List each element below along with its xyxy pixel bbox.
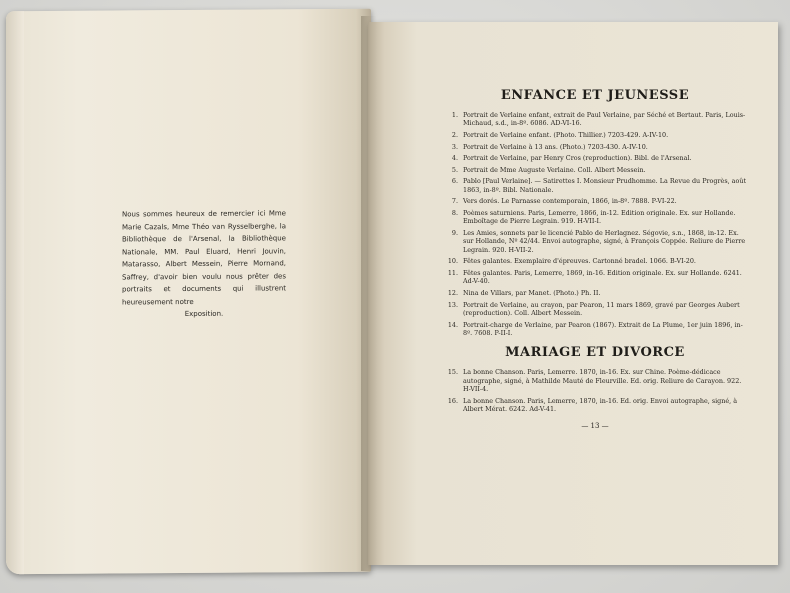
entry-number: 2. — [451, 131, 458, 139]
catalogue-entry — [442, 229, 748, 254]
acknowledgements-text — [122, 207, 286, 321]
entry-number: 1. — [451, 111, 458, 119]
catalogue-entry — [442, 301, 748, 318]
entry-number: 16. — [447, 396, 458, 405]
right-page — [368, 22, 778, 565]
section-title-enfance: ENFANCE ET JEUNESSE — [500, 88, 690, 103]
entry-text: Fêtes galantes. Exemplaire d'épreuves. Cartonné bradel. 1066. B-VI-20. — [463, 257, 696, 266]
entry-number: 3. — [451, 142, 458, 151]
entry-text: Les Amies, sonnets par le licencié Pablo de Herlagnez. Ségovie, s.n., 1868, in-12. Ex. sur Hollande, Nº 42/44. Envoi autographe, signé, à François Coppée. Reliure de Pierre Legrain. 920. H-VII-2. — [463, 228, 746, 254]
entry-number: 13. — [447, 300, 458, 309]
entry-number: 9. — [451, 228, 458, 237]
entry-number: 8. — [451, 208, 458, 217]
entry-text: Portrait de Verlaine à 13 ans. (Photo.) 7203-430. A-IV-10. — [463, 142, 648, 151]
entry-number: 6. — [451, 177, 458, 186]
section-entries-mariage — [442, 368, 748, 413]
thanks-line: voulu nous prêter des portraits et documents qui illustrent heureusement notre — [122, 271, 286, 306]
catalogue-entry — [442, 143, 748, 151]
catalogue-entry — [442, 131, 748, 139]
catalogue-entry — [442, 166, 748, 174]
entry-text: La bonne Chanson. Paris, Lemerre, 1870, in-16. Ed. orig. Envoi autographe, signé, à Albert Mérat. 6242. Ad-V-41. — [463, 396, 737, 414]
section-entries-enfance — [442, 111, 748, 337]
entry-text: Poèmes saturniens. Paris, Lemerre, 1866, in-12. Edition originale. Ex. sur Hollande. Emboîtage de Pierre Legrain. 919. H-VII-I. — [463, 208, 736, 226]
book-gutter — [361, 16, 377, 571]
entry-text: Nina de Villars, par Manet. (Photo.) Ph. II. — [463, 288, 601, 297]
catalogue-entry — [442, 368, 748, 393]
entry-number: 15. — [447, 368, 458, 377]
entry-number: 7. — [451, 197, 458, 206]
entry-text: Pablo [Paul Verlaine]. — Satirettes I. Monsieur Prudhomme. La Revue du Progrès, août 1863, in-8º. Bibl. Nationale. — [463, 177, 747, 194]
catalogue-entry — [442, 321, 748, 338]
entry-number: 4. — [451, 154, 458, 163]
thanks-line: Henri Jouvin, Matarasso, Albert Messein, — [122, 246, 286, 269]
thanks-line: Mme Marie Cazals, Mme Théo van Rysselberghe, la Bibliothèque de l'Arsenal, la — [122, 209, 286, 244]
entry-text: Portrait de Verlaine enfant. (Photo. Thillier.) 7203-429. A-IV-10. — [463, 131, 669, 139]
entry-text: Portrait-charge de Verlaine, par Pearon (1867). Extrait de La Plume, 1er juin 1896, in-8º. 7608. P-II-I. — [463, 320, 743, 337]
section-title-mariage: MARIAGE ET DIVORCE — [505, 345, 685, 361]
catalogue-entry — [442, 177, 748, 194]
entry-number: 10. — [447, 257, 458, 266]
entry-number: 14. — [447, 320, 458, 329]
entry-number: 11. — [447, 268, 458, 277]
catalogue-entry — [442, 209, 748, 226]
catalogue-entry — [442, 154, 748, 162]
page-number: — 13 — — [581, 421, 609, 430]
catalogue-entry — [442, 289, 748, 297]
page-fold-edge — [6, 11, 24, 574]
entry-text: Portrait de Verlaine, par Henry Cros (reproduction). Bibl. de l'Arsenal. — [463, 154, 692, 163]
entry-text: Portrait de Mme Auguste Verlaine. Coll. Albert Messein. — [463, 165, 646, 174]
entry-text: Vers dorés. Le Parnasse contemporain, 1866, in-8º. 7888. P-VI-22. — [463, 197, 677, 206]
catalogue-listing — [442, 88, 748, 430]
catalogue-entry — [442, 269, 748, 286]
catalogue-entry — [442, 197, 748, 205]
entry-text: Portrait de Verlaine, au crayon, par Pearon, 11 mars 1869, gravé par Georges Aubert (reproduction). Coll. Albert Messein. — [463, 300, 740, 317]
entry-text: Portrait de Verlaine enfant, extrait de Paul Verlaine, par Séché et Bertaut. Paris, Louis-Michaud, s.d., in-8º. 6086. AD-VI-16. — [463, 111, 746, 128]
entry-number: 12. — [447, 288, 458, 297]
thanks-line: Exposition. — [184, 309, 224, 319]
thanks-line: Nous sommes heureux de remercier ici — [122, 209, 269, 219]
entry-number: 5. — [451, 165, 458, 174]
entry-text: Fêtes galantes. Paris, Lemerre, 1869, in-16. Edition originale. Ex. sur Hollande. 6241. Ad-V-40. — [463, 268, 742, 286]
open-catalogue — [6, 10, 784, 575]
thanks-line: Bibliothèque Nationale, MM. Paul Eluard, — [122, 234, 286, 256]
entry-text: La bonne Chanson. Paris, Lemerre. 1870, in-16. Ex. sur Chine. Poème-dédicace autographe, signé, à Mathilde Mauté de Fleurville. Ed. orig. Reliure de Carayon. 922. H-VII-4. — [463, 368, 742, 394]
catalogue-entry — [442, 111, 748, 128]
left-page — [6, 9, 371, 575]
catalogue-entry — [442, 397, 748, 414]
catalogue-entry — [442, 257, 748, 265]
thanks-line: Pierre Mornand, Saffrey, d'avoir bien — [122, 259, 286, 281]
